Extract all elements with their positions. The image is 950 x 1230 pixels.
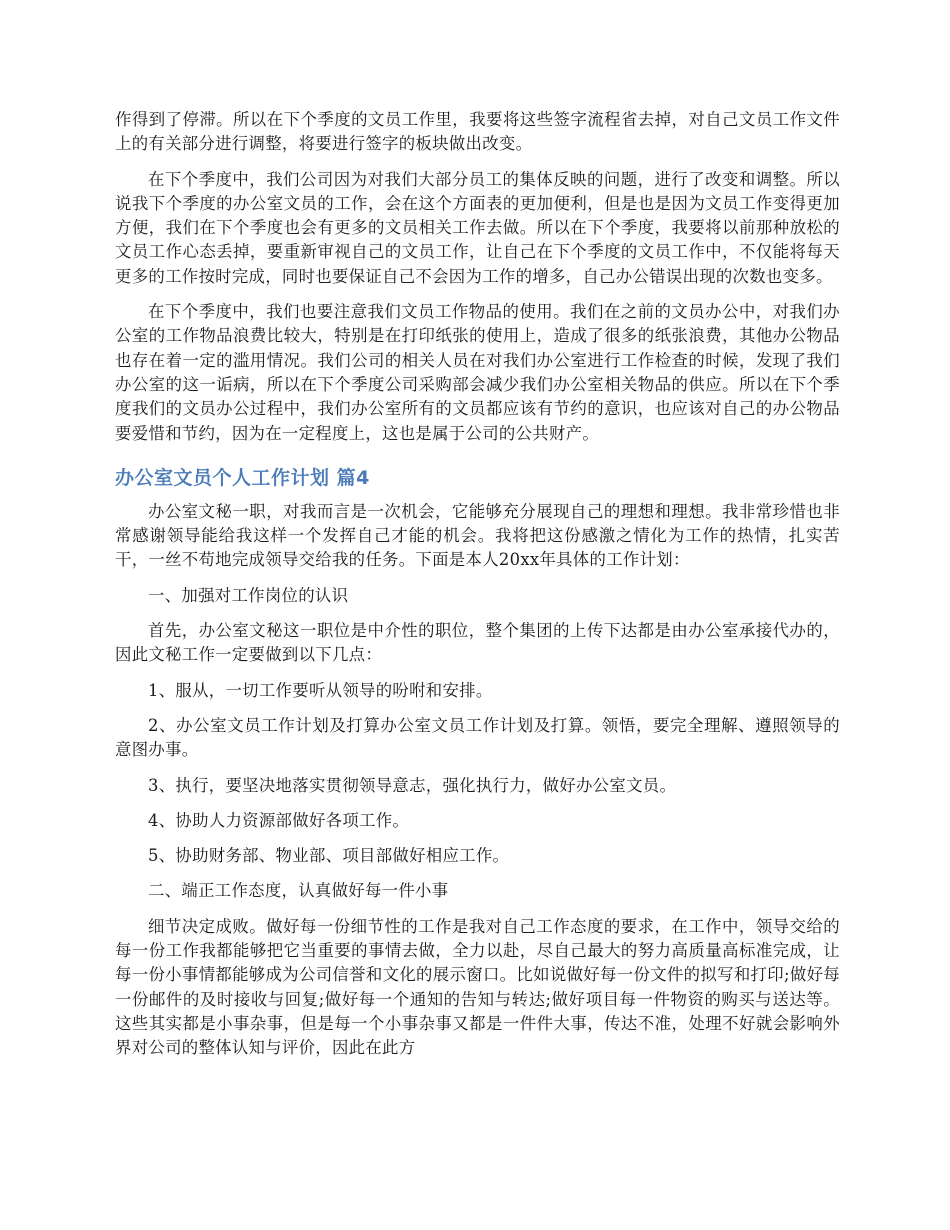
list-item: 3、执行，要坚决地落实贯彻领导意志，强化执行力，做好办公室文员。: [148, 775, 677, 795]
paragraph: 作得到了停滞。所以在下个季度的文员工作里，我要将这些签字流程省去掉，对自己文员工作文件上的有关部分进行调整，将要进行签字的板块做出改变。: [115, 110, 840, 154]
list-item: 4、协助人力资源部做好各项工作。: [148, 810, 410, 830]
paragraph: 首先，办公室文秘这一职位是中介性的职位，整个集团的上传下达都是由办公室承接代办的，因此文秘工作一定要做到以下几点：: [115, 621, 840, 665]
section-heading: 办公室文员个人工作计划 篇4: [115, 466, 370, 489]
list-item: 5、协助财务部、物业部、项目部做好相应工作。: [148, 846, 510, 866]
list-item: 1、服从，一切工作要听从领导的吩咐和安排。: [148, 680, 493, 700]
list-item: 2、办公室文员工作计划及打算办公室文员工作计划及打算。领悟，要完全理解、遵照领导的意图办事。: [115, 715, 840, 760]
paragraph: 办公室文秘一职，对我而言是一次机会，它能够充分展现自己的理想和理想。我非常珍惜也非常感谢领导能给我这样一个发挥自己才能的机会。我将把这份感激之情化为工作的热情，扎实苦干，一丝不苟地完成领导交给我的任务。下面是本人20xx年具体的工作计划：: [115, 501, 840, 570]
paragraph: 细节决定成败。做好每一份细节性的工作是我对自己工作态度的要求，在工作中，领导交给的每一份工作我都能够把它当重要的事情去做，全力以赴，尽自己最大的努力高质量高标准完成，让每一份小事情都能够成为公司信誉和文化的展示窗口。比如说做好每一份文件的拟写和打印;做好每一份邮件的及时接收与回复;做好每一个通知的告知与转达;做好项目每一件物资的购买与送达等。这些其实都是小事杂事，但是每一个小事杂事又都是一件件大事，传达不准，处理不好就会影响外界对公司的整体认知与评价，因此在此方: [115, 916, 840, 1058]
paragraph: 在下个季度中，我们公司因为对我们大部分员工的集体反映的问题，进行了改变和调整。所以说我下个季度的办公室文员的工作，会在这个方面表的更加便利，但是也是因为文员工作变得更加方便，我们在下个季度也会有更多的文员相关工作去做。所以在下个季度，我要将以前那种放松的文员工作心态丢掉，要重新审视自己的文员工作，让自己在下个季度的文员工作中，不仅能将每天更多的工作按时完成，同时也要保证自己不会因为工作的增多，自己办公错误出现的次数也变多。: [115, 169, 840, 286]
paragraph: 在下个季度中，我们也要注意我们文员工作物品的使用。我们在之前的文员办公中，对我们办公室的工作物品浪费比较大，特别是在打印纸张的使用上，造成了很多的纸张浪费，其他办公物品也存在着一定的滥用情况。我们公司的相关人员在对我们办公室进行工作检查的时候，发现了我们办公室的这一诟病，所以在下个季度公司采购部会减少我们办公室相关物品的供应。所以在下个季度我们的文员办公过程中，我们办公室所有的文员都应该有节约的意识，也应该对自己的办公物品要爱惜和节约，因为在一定程度上，这也是属于公司的公共财产。: [115, 302, 840, 443]
document-page: [115, 108, 840, 1072]
subheading-paragraph: 二、端正工作态度，认真做好每一件小事: [148, 881, 449, 901]
subheading-paragraph: 一、加强对工作岗位的认识: [148, 585, 349, 605]
